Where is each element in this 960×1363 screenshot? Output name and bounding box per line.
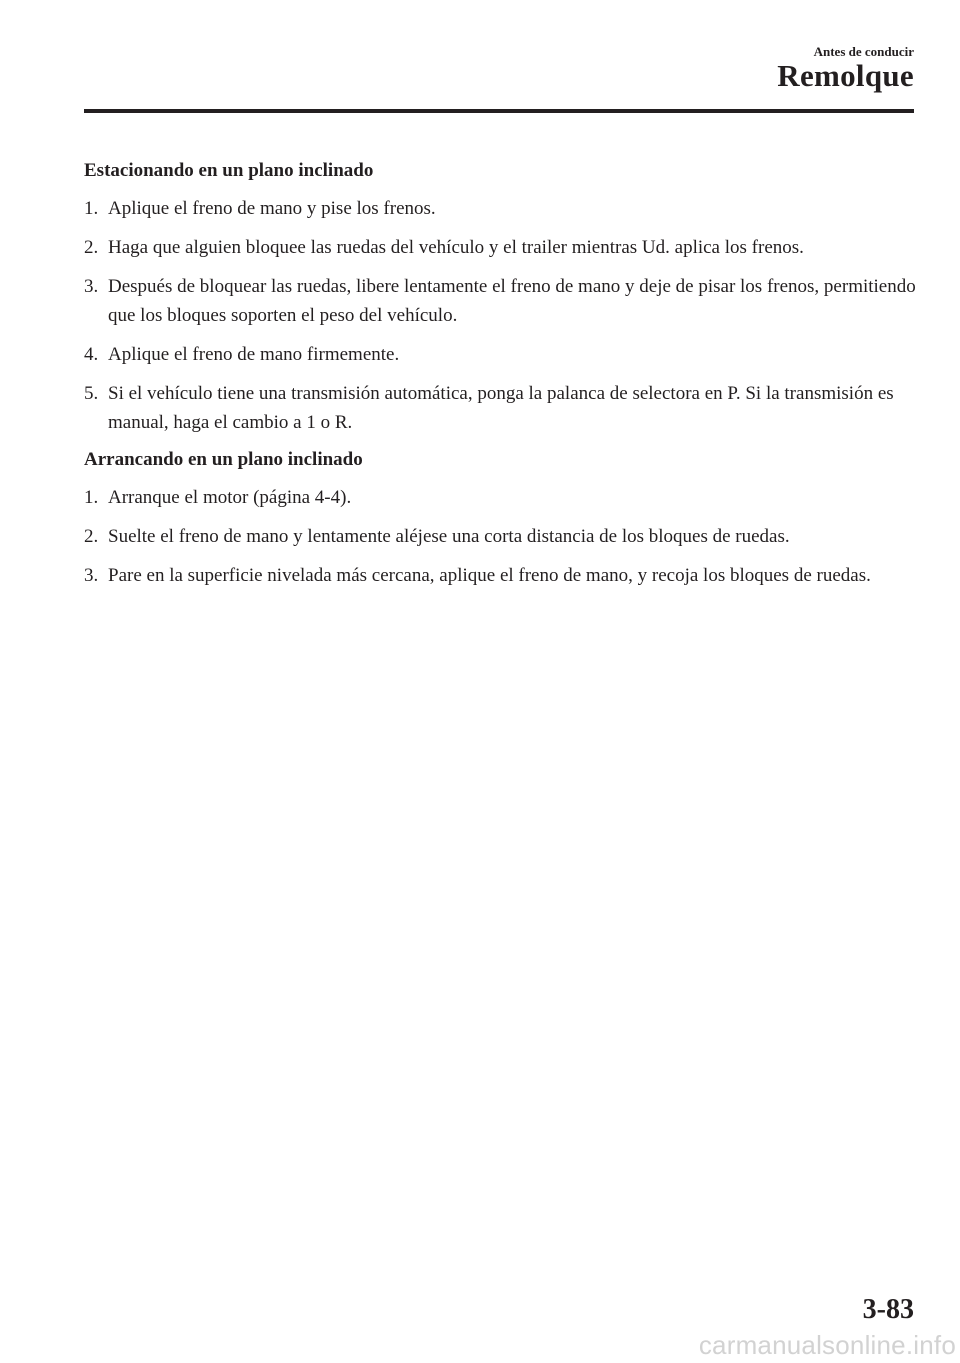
list-item xyxy=(84,340,916,369)
list-item xyxy=(84,233,916,262)
step-text: Haga que alguien bloquee las ruedas del vehículo y el trailer mientras Ud. aplica los frenos. xyxy=(108,237,804,258)
step-number: 1. xyxy=(84,487,99,508)
step-number: 3. xyxy=(84,565,99,586)
header-divider xyxy=(84,109,914,113)
watermark: carmanualsonline.info xyxy=(698,1330,956,1360)
step-number: 2. xyxy=(84,526,99,547)
section-heading-parking: Estacionando en un plano inclinado xyxy=(84,160,374,181)
list-item xyxy=(84,194,916,223)
step-text: Aplique el freno de mano y pise los frenos. xyxy=(108,198,436,219)
starting-steps-list xyxy=(84,483,916,590)
page-number: 3-83 xyxy=(862,1294,914,1325)
section-title: Remolque xyxy=(777,58,914,93)
list-item xyxy=(84,561,916,590)
section-heading-starting: Arrancando en un plano inclinado xyxy=(84,449,363,470)
step-number: 3. xyxy=(84,276,99,297)
step-number: 5. xyxy=(84,383,99,404)
page-content xyxy=(84,158,916,600)
parking-steps-list xyxy=(84,194,916,437)
list-item xyxy=(84,483,916,512)
step-text: Si el vehículo tiene una transmisión automática, ponga la palanca de selectora en P. Si la transmisión es manual, haga el cambio a 1 o R. xyxy=(108,383,894,433)
list-item xyxy=(84,379,916,437)
step-text: Después de bloquear las ruedas, libere lentamente el freno de mano y deje de pisar los frenos, permitiendo que los bloques soporten el peso del vehículo. xyxy=(108,276,916,326)
step-number: 4. xyxy=(84,344,99,365)
list-item xyxy=(84,272,916,330)
step-text: Pare en la superficie nivelada más cercana, aplique el freno de mano, y recoja los bloques de ruedas. xyxy=(108,565,871,586)
chapter-title: Antes de conducir xyxy=(813,44,914,59)
list-item xyxy=(84,522,916,551)
step-text: Aplique el freno de mano firmemente. xyxy=(108,344,400,365)
step-number: 1. xyxy=(84,198,99,219)
step-number: 2. xyxy=(84,237,99,258)
step-text: Suelte el freno de mano y lentamente aléjese una corta distancia de los bloques de ruedas. xyxy=(108,526,790,547)
step-text: Arranque el motor (página 4-4). xyxy=(108,487,352,508)
